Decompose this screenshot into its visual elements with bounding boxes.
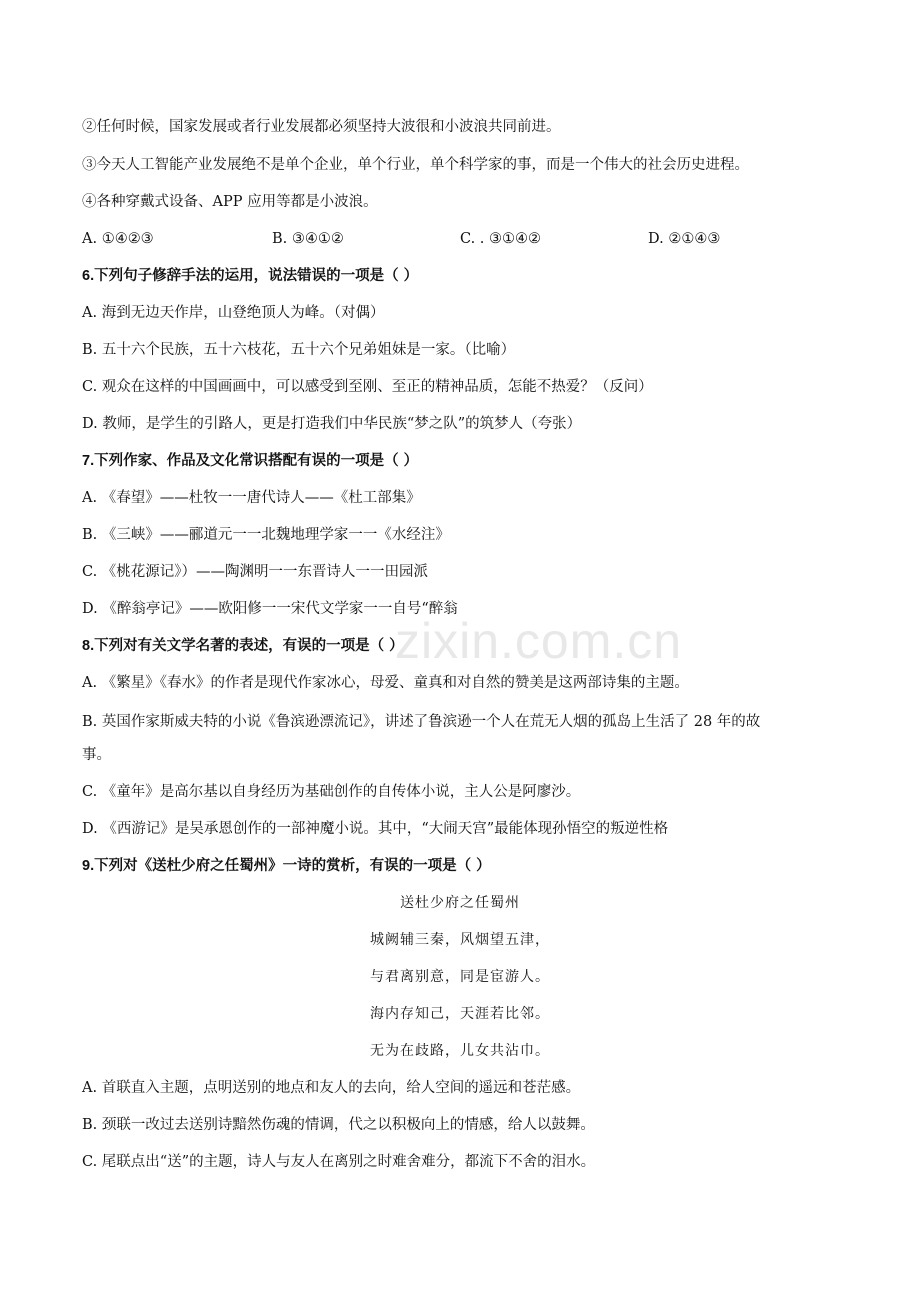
q6-option-b: B. 五十六个民族，五十六枝花，五十六个兄弟姐妹是一家。（比喻） <box>82 342 516 358</box>
question-number: 7. <box>82 453 95 469</box>
statement-4: ④各种穿戴式设备、APP 应用等都是小波浪。 <box>82 194 378 210</box>
poem-line-1: 城阙辅三秦，风烟望五津， <box>370 932 550 948</box>
q9-option-a: A. 首联直入主题，点明送别的地点和友人的去向，给人空间的遥远和苍茫感。 <box>82 1080 581 1096</box>
watermark: zixin.com.cn <box>395 613 683 669</box>
statement-3: ③今天人工智能产业发展绝不是单个企业，单个行业，单个科学家的事，而是一个伟大的社会历史进程。 <box>82 157 749 173</box>
q5-option-b: B. ③④①② <box>272 231 344 247</box>
question-number: 8. <box>82 638 95 654</box>
q6-option-d: D. 教师，是学生的引路人，更是打造我们中华民族“梦之队”的筑梦人（夸张） <box>82 416 582 432</box>
poem-line-4: 无为在歧路，儿女共沾巾。 <box>370 1043 550 1059</box>
q5-option-d: D. ②①④③ <box>648 231 721 247</box>
poem-line-2: 与君离别意，同是宦游人。 <box>370 969 550 985</box>
q8-option-b-cont: 事。 <box>82 747 111 763</box>
q8-option-c: C. 《童年》是高尔基以自身经历为基础创作的自传体小说，主人公是阿廖沙。 <box>82 784 581 800</box>
q6-option-c: C. 观众在这样的中国画画中，可以感受到至刚、至正的精神品质，怎能不热爱？（反问） <box>82 379 653 395</box>
q7-option-d: D. 《醉翁亭记》——欧阳修一一宋代文学家一一自号“醉翁 <box>82 601 458 617</box>
q8-option-d: D. 《西游记》是吴承恩创作的一部神魔小说。其中，“大闹天宫”最能体现孙悟空的叛逆性格 <box>82 821 669 837</box>
question-stem: 下列作家、作品及文化常识搭配有误的一项是（ ） <box>94 452 419 469</box>
statement-2: ②任何时候，国家发展或者行业发展都必须坚持大波很和小波浪共同前进。 <box>82 119 561 135</box>
poem-title: 送杜少府之任蜀州 <box>400 895 520 911</box>
question-number: 9. <box>82 858 95 874</box>
question-stem: 下列对有关文学名著的表述，有误的一项是（ ） <box>94 637 404 654</box>
question-stem: 下列句子修辞手法的运用，说法错误的一项是（ ） <box>94 267 419 284</box>
question-8 <box>82 636 404 656</box>
question-7 <box>82 451 418 471</box>
question-6 <box>82 266 418 286</box>
q7-option-b: B. 《三峡》——郦道元一一北魏地理学家一一《水经注》 <box>82 527 450 543</box>
q8-option-b: B. 英国作家斯威夫特的小说《鲁滨逊漂流记》，讲述了鲁滨逊一个人在荒无人烟的孤岛上生活了 28 年的故 <box>82 714 761 730</box>
question-stem: 下列对《送杜少府之任蜀州》一诗的赏析，有误的一项是（ ） <box>94 857 491 874</box>
question-number: 6. <box>82 268 95 284</box>
q5-option-a: A. ①④②③ <box>82 231 154 247</box>
q9-option-b: B. 颈联一改过去送别诗黯然伤魂的情调，代之以积极向上的情感，给人以鼓舞。 <box>82 1117 595 1133</box>
question-9 <box>82 856 491 876</box>
q5-options <box>82 229 802 249</box>
poem-line-3: 海内存知己，天涯若比邻。 <box>370 1006 550 1022</box>
q5-option-c: C. . ③①④② <box>460 231 542 247</box>
q7-option-a: A. 《春望》——杜牧一一唐代诗人——《杜工部集》 <box>82 490 421 506</box>
q9-option-c: C. 尾联点出“送”的主题，诗人与友人在离别之时难舍难分，都流下不舍的泪水。 <box>82 1154 596 1170</box>
q7-option-c: C. 《桃花源记》）——陶渊明一一东晋诗人一一田园派 <box>82 564 429 580</box>
q6-option-a: A. 海到无边天作岸，山登绝顶人为峰。（对偶） <box>82 305 385 321</box>
q8-option-a: A. 《繁星》《春水》的作者是现代作家冰心，母爱、童真和对自然的赞美是这两部诗集的主题。 <box>82 675 689 691</box>
